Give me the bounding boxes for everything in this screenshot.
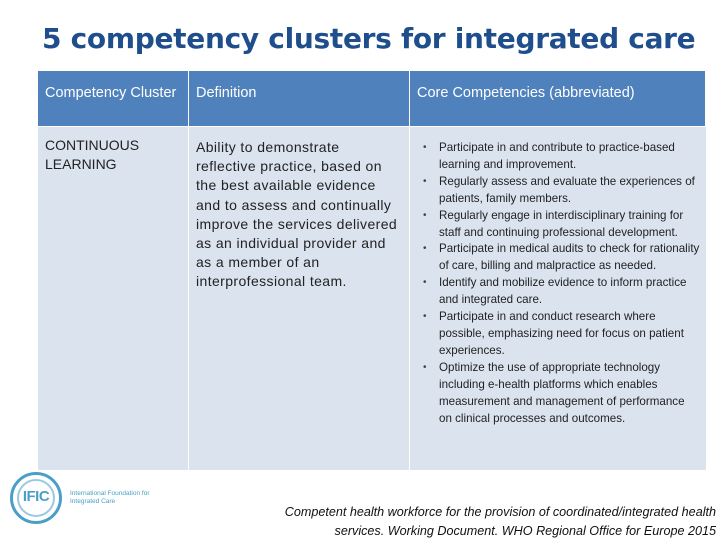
competency-text: Participate in and conduct research where possible, emphasizing need for focus on patient experiences. bbox=[439, 310, 684, 357]
definition-cell: Ability to demonstrate reflective practice, based on the best available evidence and to assess and continually improve the services delivered as an individual provider and as a member of an interprofessional team. bbox=[189, 126, 410, 470]
bullet-icon: • bbox=[423, 277, 427, 289]
bullet-icon: • bbox=[423, 311, 427, 323]
citation-line-2: services. Working Document. WHO Regional Office for Europe 2015 bbox=[334, 524, 716, 538]
bullet-icon: • bbox=[423, 209, 427, 221]
ific-logo-icon bbox=[10, 472, 62, 524]
competency-list bbox=[417, 136, 700, 427]
ific-logo bbox=[10, 472, 160, 524]
competency-item bbox=[421, 309, 700, 360]
slide-title: 5 competency clusters for integrated care bbox=[42, 22, 696, 55]
competency-item bbox=[421, 140, 700, 174]
competency-text: Participate in and contribute to practice-based learning and improvement. bbox=[439, 141, 675, 171]
competency-text: Regularly assess and evaluate the experiences of patients, family members. bbox=[439, 174, 695, 205]
competency-text: Identify and mobilize evidence to inform practice and integrated care. bbox=[439, 276, 687, 307]
ific-logo-text: International Foundation for Integrated Care bbox=[70, 490, 150, 505]
header-competency-cluster: Competency Cluster bbox=[38, 71, 189, 126]
bullet-icon: • bbox=[423, 361, 427, 373]
competency-item bbox=[421, 174, 700, 208]
competencies-cell bbox=[410, 126, 706, 470]
competency-item bbox=[421, 241, 700, 275]
citation-line-1: Competent health workforce for the provision of coordinated/integrated health bbox=[284, 505, 716, 519]
competency-text: Participate in medical audits to check for rationality of care, billing and malpractice as needed. bbox=[439, 242, 700, 273]
bullet-icon: • bbox=[423, 243, 427, 255]
competency-text: Regularly engage in interdisciplinary training for staff and continuing professional development. bbox=[439, 208, 684, 239]
cluster-name-cell: CONTINUOUS LEARNING bbox=[38, 126, 189, 470]
competency-item bbox=[421, 360, 700, 428]
header-core-competencies: Core Competencies (abbreviated) bbox=[410, 71, 706, 126]
competency-text: Optimize the use of appropriate technology including e-health platforms which enables measurement and management of performance on clinical processes and outcomes. bbox=[439, 360, 685, 425]
header-definition: Definition bbox=[189, 71, 410, 126]
competency-item bbox=[421, 275, 700, 309]
competency-table bbox=[38, 71, 706, 470]
source-citation bbox=[230, 503, 716, 540]
ific-logo-mark: IFIC bbox=[22, 488, 50, 505]
competency-item bbox=[421, 208, 700, 242]
bullet-icon: • bbox=[423, 142, 427, 153]
bullet-icon: • bbox=[423, 175, 427, 187]
